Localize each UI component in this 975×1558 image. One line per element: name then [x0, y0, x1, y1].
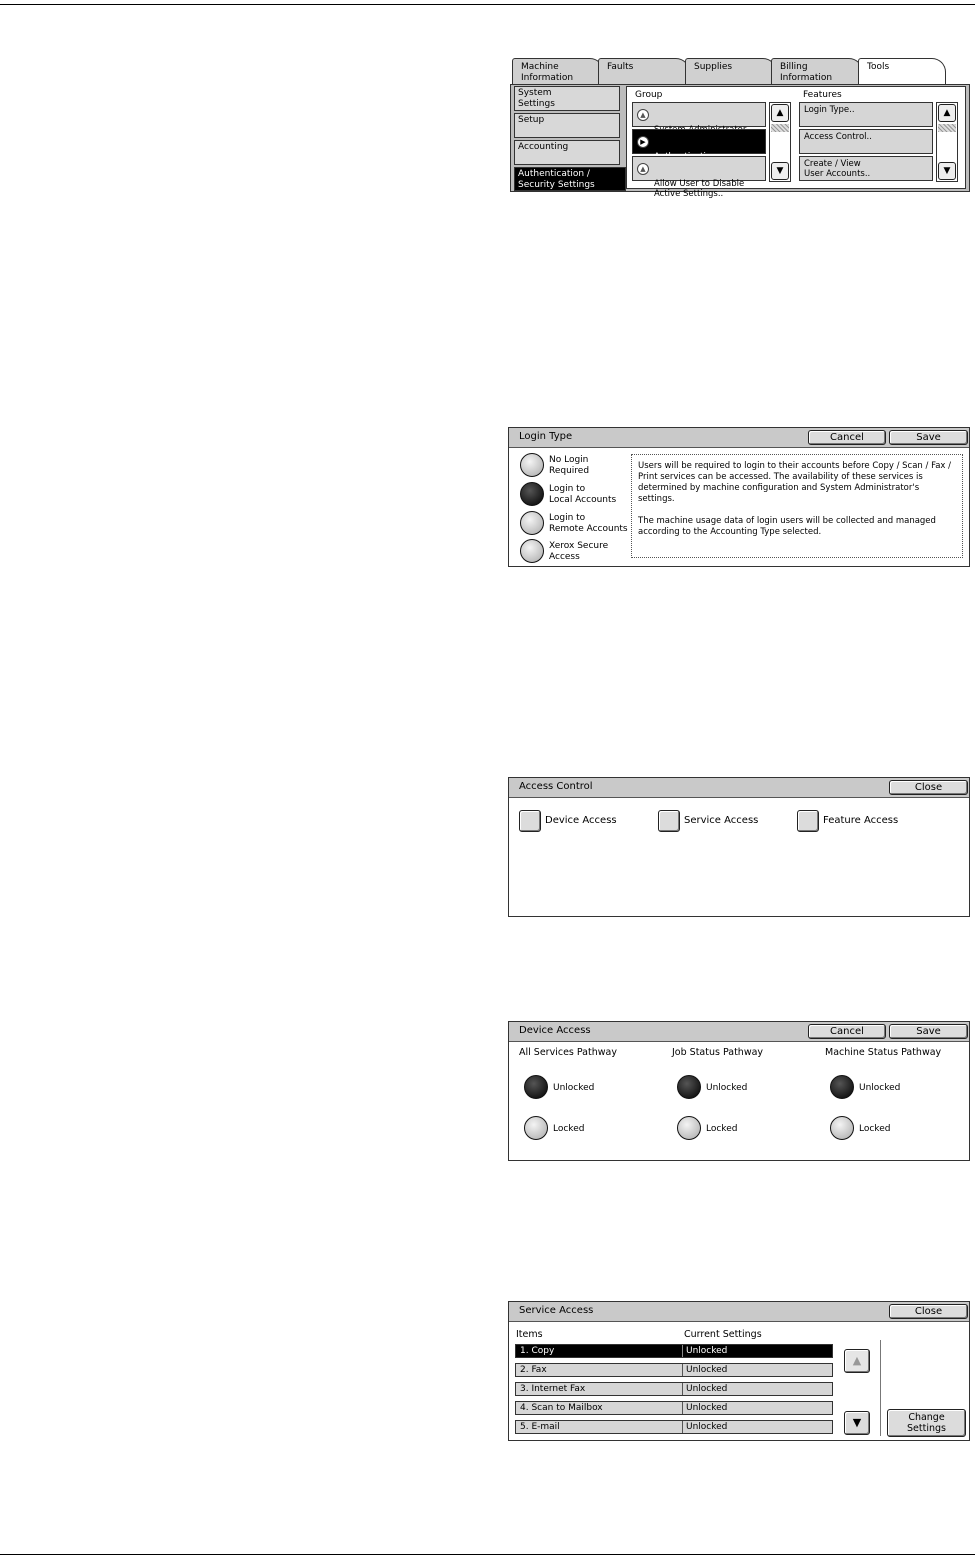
change-settings-button[interactable]: Change Settings [887, 1409, 966, 1437]
group-accounting[interactable]: Accounting [514, 140, 620, 165]
row-item: 4. Scan to Mailbox [520, 1403, 603, 1413]
feature-item-login-type[interactable]: Login Type.. [799, 102, 933, 127]
feature-access-button[interactable] [797, 810, 917, 832]
device-access-button[interactable] [519, 810, 639, 832]
description-box [631, 454, 963, 558]
group-item-authentication[interactable] [632, 129, 766, 154]
radio-login-local[interactable] [520, 482, 544, 506]
bottom-rule [0, 1554, 975, 1555]
feature-item-access-control[interactable]: Access Control.. [799, 129, 933, 154]
tab-billing-information[interactable]: Billing Information [771, 58, 863, 84]
scroll-up-button[interactable]: ▲ [938, 104, 956, 122]
tools-screen [508, 54, 970, 199]
chevron-up-icon: ▲ [637, 109, 649, 121]
radio-machine-status-locked[interactable] [830, 1116, 854, 1140]
row-item: 3. Internet Fax [520, 1384, 586, 1394]
button-square [519, 810, 541, 832]
column-header: Machine Status Pathway [825, 1047, 942, 1058]
row-item: 5. E-mail [520, 1422, 560, 1432]
scroll-down-button[interactable] [844, 1411, 870, 1435]
title-bar [509, 1302, 969, 1322]
radio-label: Login to Local Accounts [549, 484, 617, 505]
save-button[interactable]: Save [889, 1024, 968, 1039]
group-header: Group [635, 90, 663, 100]
radio-xerox-secure[interactable] [520, 539, 544, 563]
radio-label: Login to Remote Accounts [549, 513, 628, 534]
table-row[interactable] [515, 1344, 833, 1358]
chevron-up-icon: ▲ [637, 163, 649, 175]
cell-divider [682, 1383, 683, 1395]
description-text: The machine usage data of login users will be collected and managed according to the Accounting Type selected. [638, 516, 936, 537]
cell-divider [682, 1364, 683, 1376]
service-access-screen [508, 1301, 970, 1441]
radio-label: Locked [553, 1124, 585, 1134]
button-label: Service Access [684, 815, 759, 826]
radio-no-login[interactable] [520, 453, 544, 477]
button-label: Device Access [545, 815, 617, 826]
scroll-thumb[interactable] [771, 124, 789, 132]
radio-login-remote[interactable] [520, 511, 544, 535]
radio-label: Unlocked [859, 1083, 901, 1093]
scroll-thumb[interactable] [938, 124, 956, 132]
table-row[interactable] [515, 1401, 833, 1415]
button-label: Feature Access [823, 815, 899, 826]
group-item-allow-user-disable[interactable] [632, 156, 766, 199]
screen-title: Service Access [519, 1305, 594, 1316]
radio-label: Xerox Secure Access [549, 541, 609, 562]
radio-all-services-locked[interactable] [524, 1116, 548, 1140]
group-authentication-security[interactable]: Authentication / Security Settings [514, 167, 626, 191]
scroll-up-button[interactable]: ▲ [771, 104, 789, 122]
row-setting: Unlocked [686, 1422, 728, 1432]
radio-label: Locked [859, 1124, 891, 1134]
cell-divider [682, 1421, 683, 1433]
row-item: 2. Fax [520, 1365, 547, 1375]
scroll-down-button[interactable]: ▼ [938, 162, 956, 180]
group-scrollbar[interactable] [769, 102, 791, 182]
title-bar [509, 428, 969, 448]
row-setting: Unlocked [686, 1365, 728, 1375]
scroll-down-button[interactable]: ▼ [771, 162, 789, 180]
group-item-label: Allow User to Disable Active Settings.. [654, 179, 745, 199]
feature-item-create-view-user-accounts[interactable]: Create / View User Accounts.. [799, 156, 933, 181]
row-setting: Unlocked [686, 1346, 728, 1356]
radio-label: Locked [706, 1124, 738, 1134]
scroll-up-button[interactable] [844, 1349, 870, 1373]
top-rule [0, 4, 975, 5]
column-header: All Services Pathway [519, 1047, 617, 1058]
radio-label: Unlocked [706, 1083, 748, 1093]
settings-column-header: Current Settings [684, 1329, 762, 1340]
group-setup[interactable]: Setup [514, 113, 620, 138]
tools-body [510, 84, 970, 199]
radio-job-status-unlocked[interactable] [677, 1075, 701, 1099]
chevron-up-icon: ▲ [852, 1354, 862, 1367]
column-header: Job Status Pathway [672, 1047, 764, 1058]
row-setting: Unlocked [686, 1403, 728, 1413]
arrow-right-icon: ▶ [637, 136, 649, 148]
items-column-header: Items [516, 1329, 543, 1340]
access-control-screen [508, 777, 970, 917]
description-text: Users will be required to login to their accounts before Copy / Scan / Fax / Print services can be accessed. The availability of these services is determined by machine configuration and System Administrator's settings. [638, 461, 951, 504]
features-scrollbar[interactable] [936, 102, 958, 182]
close-button[interactable]: Close [889, 780, 968, 795]
group-item-system-administrator[interactable] [632, 102, 766, 127]
save-button[interactable]: Save [889, 430, 968, 445]
table-row[interactable] [515, 1363, 833, 1377]
table-row[interactable] [515, 1420, 833, 1434]
cell-divider [682, 1402, 683, 1414]
cell-divider [682, 1345, 683, 1357]
service-access-button[interactable] [658, 810, 778, 832]
radio-job-status-locked[interactable] [677, 1116, 701, 1140]
features-header: Features [803, 90, 842, 100]
title-bar [509, 778, 969, 798]
table-row[interactable] [515, 1382, 833, 1396]
row-setting: Unlocked [686, 1384, 728, 1394]
chevron-down-icon: ▼ [852, 1416, 862, 1429]
radio-label: Unlocked [553, 1083, 595, 1093]
group-features-area [626, 86, 966, 199]
tab-tools[interactable]: Tools [858, 58, 946, 86]
group-system-settings[interactable]: System Settings [514, 86, 620, 111]
radio-machine-status-unlocked[interactable] [830, 1075, 854, 1099]
button-square [658, 810, 680, 832]
title-bar [509, 1022, 969, 1042]
tab-machine-information[interactable]: Machine Information [512, 58, 604, 84]
close-button[interactable]: Close [889, 1304, 968, 1319]
row-item: 1. Copy [520, 1346, 555, 1356]
cancel-button[interactable]: Cancel [808, 1024, 886, 1039]
tab-faults[interactable]: Faults [598, 58, 690, 84]
screen-title: Login Type [519, 431, 573, 442]
vertical-divider [880, 1340, 881, 1436]
screen-title: Device Access [519, 1025, 591, 1036]
radio-all-services-unlocked[interactable] [524, 1075, 548, 1099]
button-square [797, 810, 819, 832]
device-access-screen [508, 1021, 970, 1161]
cancel-button[interactable]: Cancel [808, 430, 886, 445]
login-type-screen [508, 427, 970, 567]
screen-title: Access Control [519, 781, 593, 792]
radio-label: No Login Required [549, 455, 590, 476]
tab-supplies[interactable]: Supplies [685, 58, 777, 84]
